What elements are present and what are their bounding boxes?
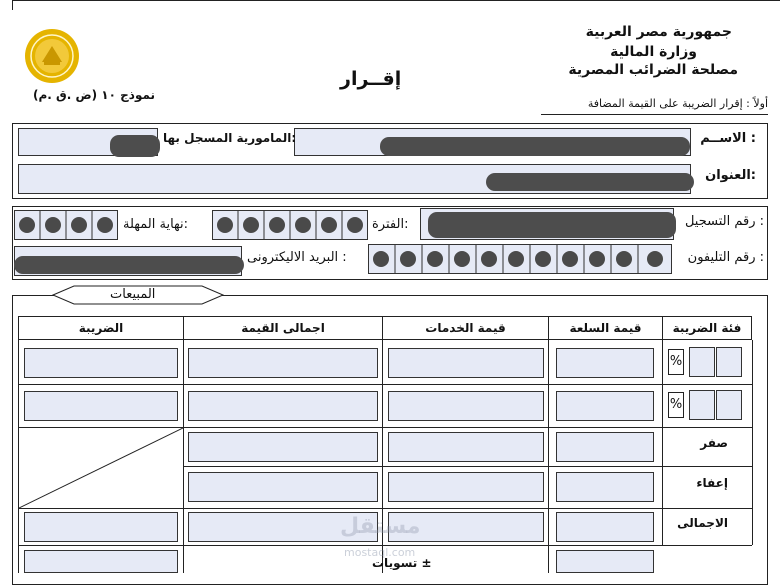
services-value-input[interactable]: [388, 432, 544, 462]
deadline-boxes[interactable]: [14, 210, 118, 240]
total-value-input[interactable]: [188, 472, 378, 502]
grid-line: [548, 340, 549, 573]
services-value-input[interactable]: [388, 348, 544, 378]
grid-line: [662, 340, 663, 545]
section-underline: [541, 114, 768, 115]
tax-input[interactable]: [24, 348, 178, 378]
percent-sign: %: [668, 349, 684, 375]
total-value-input[interactable]: [188, 391, 378, 421]
watermark-brand: مستقل: [340, 514, 421, 539]
col-header-services-value: قيمة الخدمات: [382, 316, 549, 340]
goods-value-input[interactable]: [556, 391, 654, 421]
authority-name: مصلحة الضرائب المصرية: [568, 62, 738, 78]
goods-value-input[interactable]: [556, 432, 654, 462]
grid-line: [183, 466, 752, 467]
total-value-input[interactable]: [188, 348, 378, 378]
goods-value-input[interactable]: [556, 348, 654, 378]
col-header-total-value: اجمالى القيمة: [183, 316, 383, 340]
services-value-input[interactable]: [388, 472, 544, 502]
settlement-input[interactable]: [556, 550, 654, 573]
percent-sign: %: [668, 392, 684, 418]
settlement-input[interactable]: [24, 550, 178, 573]
address-label: العنوان:: [705, 168, 756, 183]
grid-line: [18, 384, 752, 385]
row-label-total: الاجمالى: [677, 516, 728, 530]
republic-name: جمهورية مصر العربية: [585, 24, 732, 40]
grid-line: [18, 508, 752, 509]
form-title: إقــرار: [340, 68, 402, 90]
reg-number-label: رقم التسجيل :: [684, 214, 764, 229]
name-label: الاســم :: [700, 131, 756, 146]
name-redaction: [380, 137, 690, 156]
rate-input[interactable]: [716, 347, 742, 377]
watermark-domain: mostaql.com: [344, 546, 416, 559]
tax-input[interactable]: [24, 512, 178, 542]
ministry-name: وزارة المالية: [610, 44, 697, 60]
seal-logo-icon: [24, 28, 80, 84]
phone-boxes[interactable]: [368, 244, 672, 274]
grid-line: [752, 340, 753, 545]
sales-section-label: المبيعات: [110, 287, 156, 302]
page-top-border: [12, 0, 780, 1]
rate-input[interactable]: [689, 390, 715, 420]
goods-value-input[interactable]: [556, 512, 654, 542]
tax-input[interactable]: [24, 391, 178, 421]
rate-input[interactable]: [689, 347, 715, 377]
rate-input[interactable]: [716, 390, 742, 420]
email-label: البريد الاليكترونى :: [247, 250, 347, 265]
row-label-zero: صفر: [700, 436, 728, 450]
office-label: المامورية المسجل بها:: [163, 131, 297, 145]
crossed-out-cell: [19, 428, 183, 508]
grid-line: [183, 340, 184, 573]
row-label-exempt: إعفاء: [696, 476, 728, 490]
reg-number-redaction: [428, 212, 676, 238]
section-first-heading: أولاً : إقرار الضريبة على القيمة المضافة: [587, 97, 768, 110]
email-redaction: [14, 256, 244, 274]
col-header-tax: الضريبة: [18, 316, 184, 340]
period-boxes[interactable]: [212, 210, 368, 240]
period-label: الفترة:: [372, 217, 409, 232]
address-redaction: [486, 173, 694, 191]
settlements-label: تسويات ±: [372, 556, 432, 570]
form-code: نموذج ١٠ (ض .ق .م): [33, 88, 156, 102]
col-header-goods-value: قيمة السلعة: [548, 316, 663, 340]
page-left-border: [12, 0, 13, 10]
total-value-input[interactable]: [188, 432, 378, 462]
services-value-input[interactable]: [388, 391, 544, 421]
col-header-tax-category: فئة الضريبة: [662, 316, 752, 340]
office-redaction: [110, 135, 160, 157]
phone-label: رقم التليفون :: [687, 250, 764, 265]
deadline-label: نهاية المهلة:: [123, 217, 189, 232]
goods-value-input[interactable]: [556, 472, 654, 502]
